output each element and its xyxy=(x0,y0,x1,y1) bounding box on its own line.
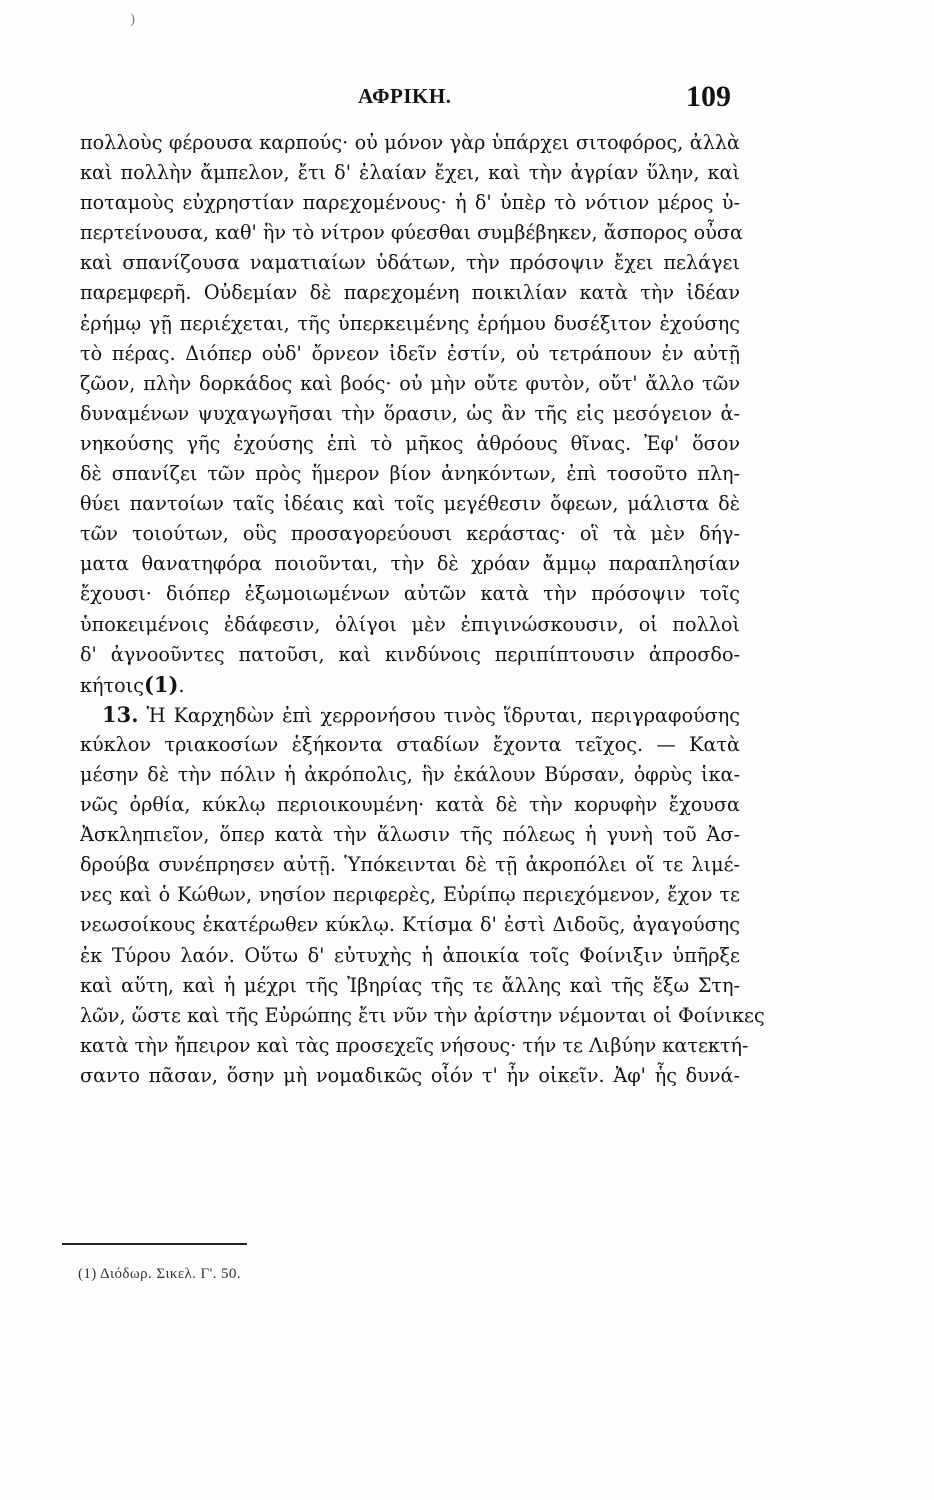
page-number: 109 xyxy=(686,80,731,113)
text-line: ζῶον, πλὴν δορκάδος καὶ βοός· οὐ μὴν οὔτε φυτὸν, οὔτ' ἄλλο τῶν xyxy=(80,371,740,395)
text-line: καὶ αὕτη, καὶ ἡ μέχρι τῆς Ἰβηρίας τῆς τε ἄλλης καὶ τῆς ἔξω Στη- xyxy=(80,973,740,997)
text-line: ἐρήμῳ γῇ περιέχεται, τῆς ὑπερκειμένης ἐρήμου δυσέξιτον ἐχούσης xyxy=(80,311,740,335)
text-line: Ἀσκληπιεῖον, ὅπερ κατὰ τὴν ἅλωσιν τῆς πόλεως ἡ γυνὴ τοῦ Ἀσ- xyxy=(80,823,740,847)
text-line: δὲ σπανίζει τῶν πρὸς ἥμερον βίον ἀνηκόντων, ἐπὶ τοσοῦτο πλη- xyxy=(80,462,740,486)
text-line: νεωσοίκους ἑκατέρωθεν κύκλῳ. Κτίσμα δ' ἐστὶ Διδοῦς, ἀγαγούσης xyxy=(80,913,740,937)
text-line: κύκλον τριακοσίων ἑξήκοντα σταδίων ἔχοντα τεῖχος. — Κατὰ xyxy=(80,732,740,756)
text-line: νῶς ὀρθία, κύκλῳ περιοικουμένη· κατὰ δὲ τὴν κορυφὴν ἔχουσα xyxy=(80,793,740,817)
line-text: κήτοις xyxy=(80,673,144,697)
line-text: Ἡ Καρχηδὼν ἐπὶ χερρονήσου τινὸς ἵδρυται, περιγραφούσης xyxy=(146,703,741,727)
footnote: (1) Διόδωρ. Σικελ. Γ'. 50. xyxy=(78,1266,241,1282)
text-line: δρούβα συνέπρησεν αὐτῇ. Ὑπόκεινται δὲ τῇ ἀκροπόλει οἵ τε λιμέ- xyxy=(80,853,740,877)
text-line: νες καὶ ὁ Κώθων, νησίον περιφερὲς, Εὐρίπῳ περιεχόμενον, ἔχον τε xyxy=(80,883,740,907)
line-text: . xyxy=(178,673,185,697)
margin-mark: ) xyxy=(130,12,136,28)
text-line: ἐκ Τύρου λαόν. Οὕτω δ' εὐτυχὴς ἡ ἀποικία τοῖς Φοίνιξιν ὑπῆρξε xyxy=(80,943,740,967)
text-line: περτείνουσα, καθ' ἣν τὸ νίτρον φύεσθαι συμβέβηκεν, ἄσπορος οὖσα xyxy=(80,221,743,245)
text-line: νηκούσης γῆς ἐχούσης ἐπὶ τὸ μῆκος ἀθρόους θῖνας. Ἐφ' ὅσον xyxy=(80,431,740,455)
text-line: τὸ πέρας. Διόπερ οὐδ' ὄρνεον ἰδεῖν ἐστίν, οὐ τετράπουν ἐν αὐτῇ xyxy=(80,341,740,365)
text-line: ματα θανατηφόρα ποιοῦνται, τὴν δὲ χρόαν ἄμμῳ παραπλησίαν xyxy=(80,552,740,576)
text-line: ἔχουσι· διόπερ ἐξωμοιωμένων αὐτῶν κατὰ τὴν πρόσοψιν τοῖς xyxy=(80,582,740,606)
section-heading-line xyxy=(80,700,740,730)
text-line: μέσην δὲ τὴν πόλιν ἡ ἀκρόπολις, ἣν ἐκάλουν Βύρσαν, ὀφρὺς ἱκα- xyxy=(80,762,740,786)
paragraph-end-line xyxy=(80,670,740,700)
body-text xyxy=(80,128,765,1091)
text-line: καὶ σπανίζουσα ναματιαίων ὑδάτων, τὴν πρόσοψιν ἔχει πελάγει xyxy=(80,251,740,275)
text-line: ὑποκειμένοις ἐδάφεσιν, ὀλίγοι μὲν ἐπιγινώσκουσιν, οἱ πολλοὶ xyxy=(80,612,740,636)
section-number: 13. xyxy=(102,701,139,727)
text-line: παρεμφερῆ. Οὐδεμίαν δὲ παρεχομένη ποικιλίαν κατὰ τὴν ἰδέαν xyxy=(80,281,740,305)
text-line: πολλοὺς φέρουσα καρπούς· οὐ μόνον γὰρ ὑπάρχει σιτοφόρος, ἀλλὰ xyxy=(80,131,740,154)
footnote-divider xyxy=(62,1243,247,1245)
text-line: τῶν τοιούτων, οὓς προσαγορεύουσι κεράστας· οἳ τὰ μὲν δήγ- xyxy=(80,522,740,546)
text-line: λῶν, ὥστε καὶ τῆς Εὐρώπης ἔτι νῦν τὴν ἀρίστην νέμονται οἱ Φοίνικες xyxy=(80,1003,765,1027)
text-line: ποταμοὺς εὐχρηστίαν παρεχομένους· ἡ δ' ὑπὲρ τὸ νότιον μέρος ὑ- xyxy=(80,191,740,215)
running-head: ΑΦΡΙΚΗ. xyxy=(358,84,452,108)
footnote-reference: (1) xyxy=(143,671,179,697)
text-line: σαντο πᾶσαν, ὅσην μὴ νομαδικῶς οἷόν τ' ἦν οἰκεῖν. Ἀφ' ἧς δυνά- xyxy=(80,1063,740,1087)
text-line: κατὰ τὴν ἤπειρον καὶ τὰς προσεχεῖς νήσους· τήν τε Λιβύην κατεκτή- xyxy=(80,1033,749,1057)
text-line: θύει παντοίων ταῖς ἰδέαις καὶ τοῖς μεγέθεσιν ὄφεων, μάλιστα δὲ xyxy=(80,492,740,516)
text-line: καὶ πολλὴν ἄμπελον, ἔτι δ' ἐλαίαν ἔχει, καὶ τὴν ἀγρίαν ὕλην, καὶ xyxy=(80,161,740,185)
page-header xyxy=(0,80,934,118)
text-line: δ' ἀγνοοῦντες πατοῦσι, καὶ κινδύνοις περιπίπτουσιν ἀπροσδο- xyxy=(80,642,740,666)
text-line: δυναμένων ψυχαγωγῆσαι τὴν ὅρασιν, ὡς ἂν τῆς εἰς μεσόγειον ἀ- xyxy=(80,401,740,425)
